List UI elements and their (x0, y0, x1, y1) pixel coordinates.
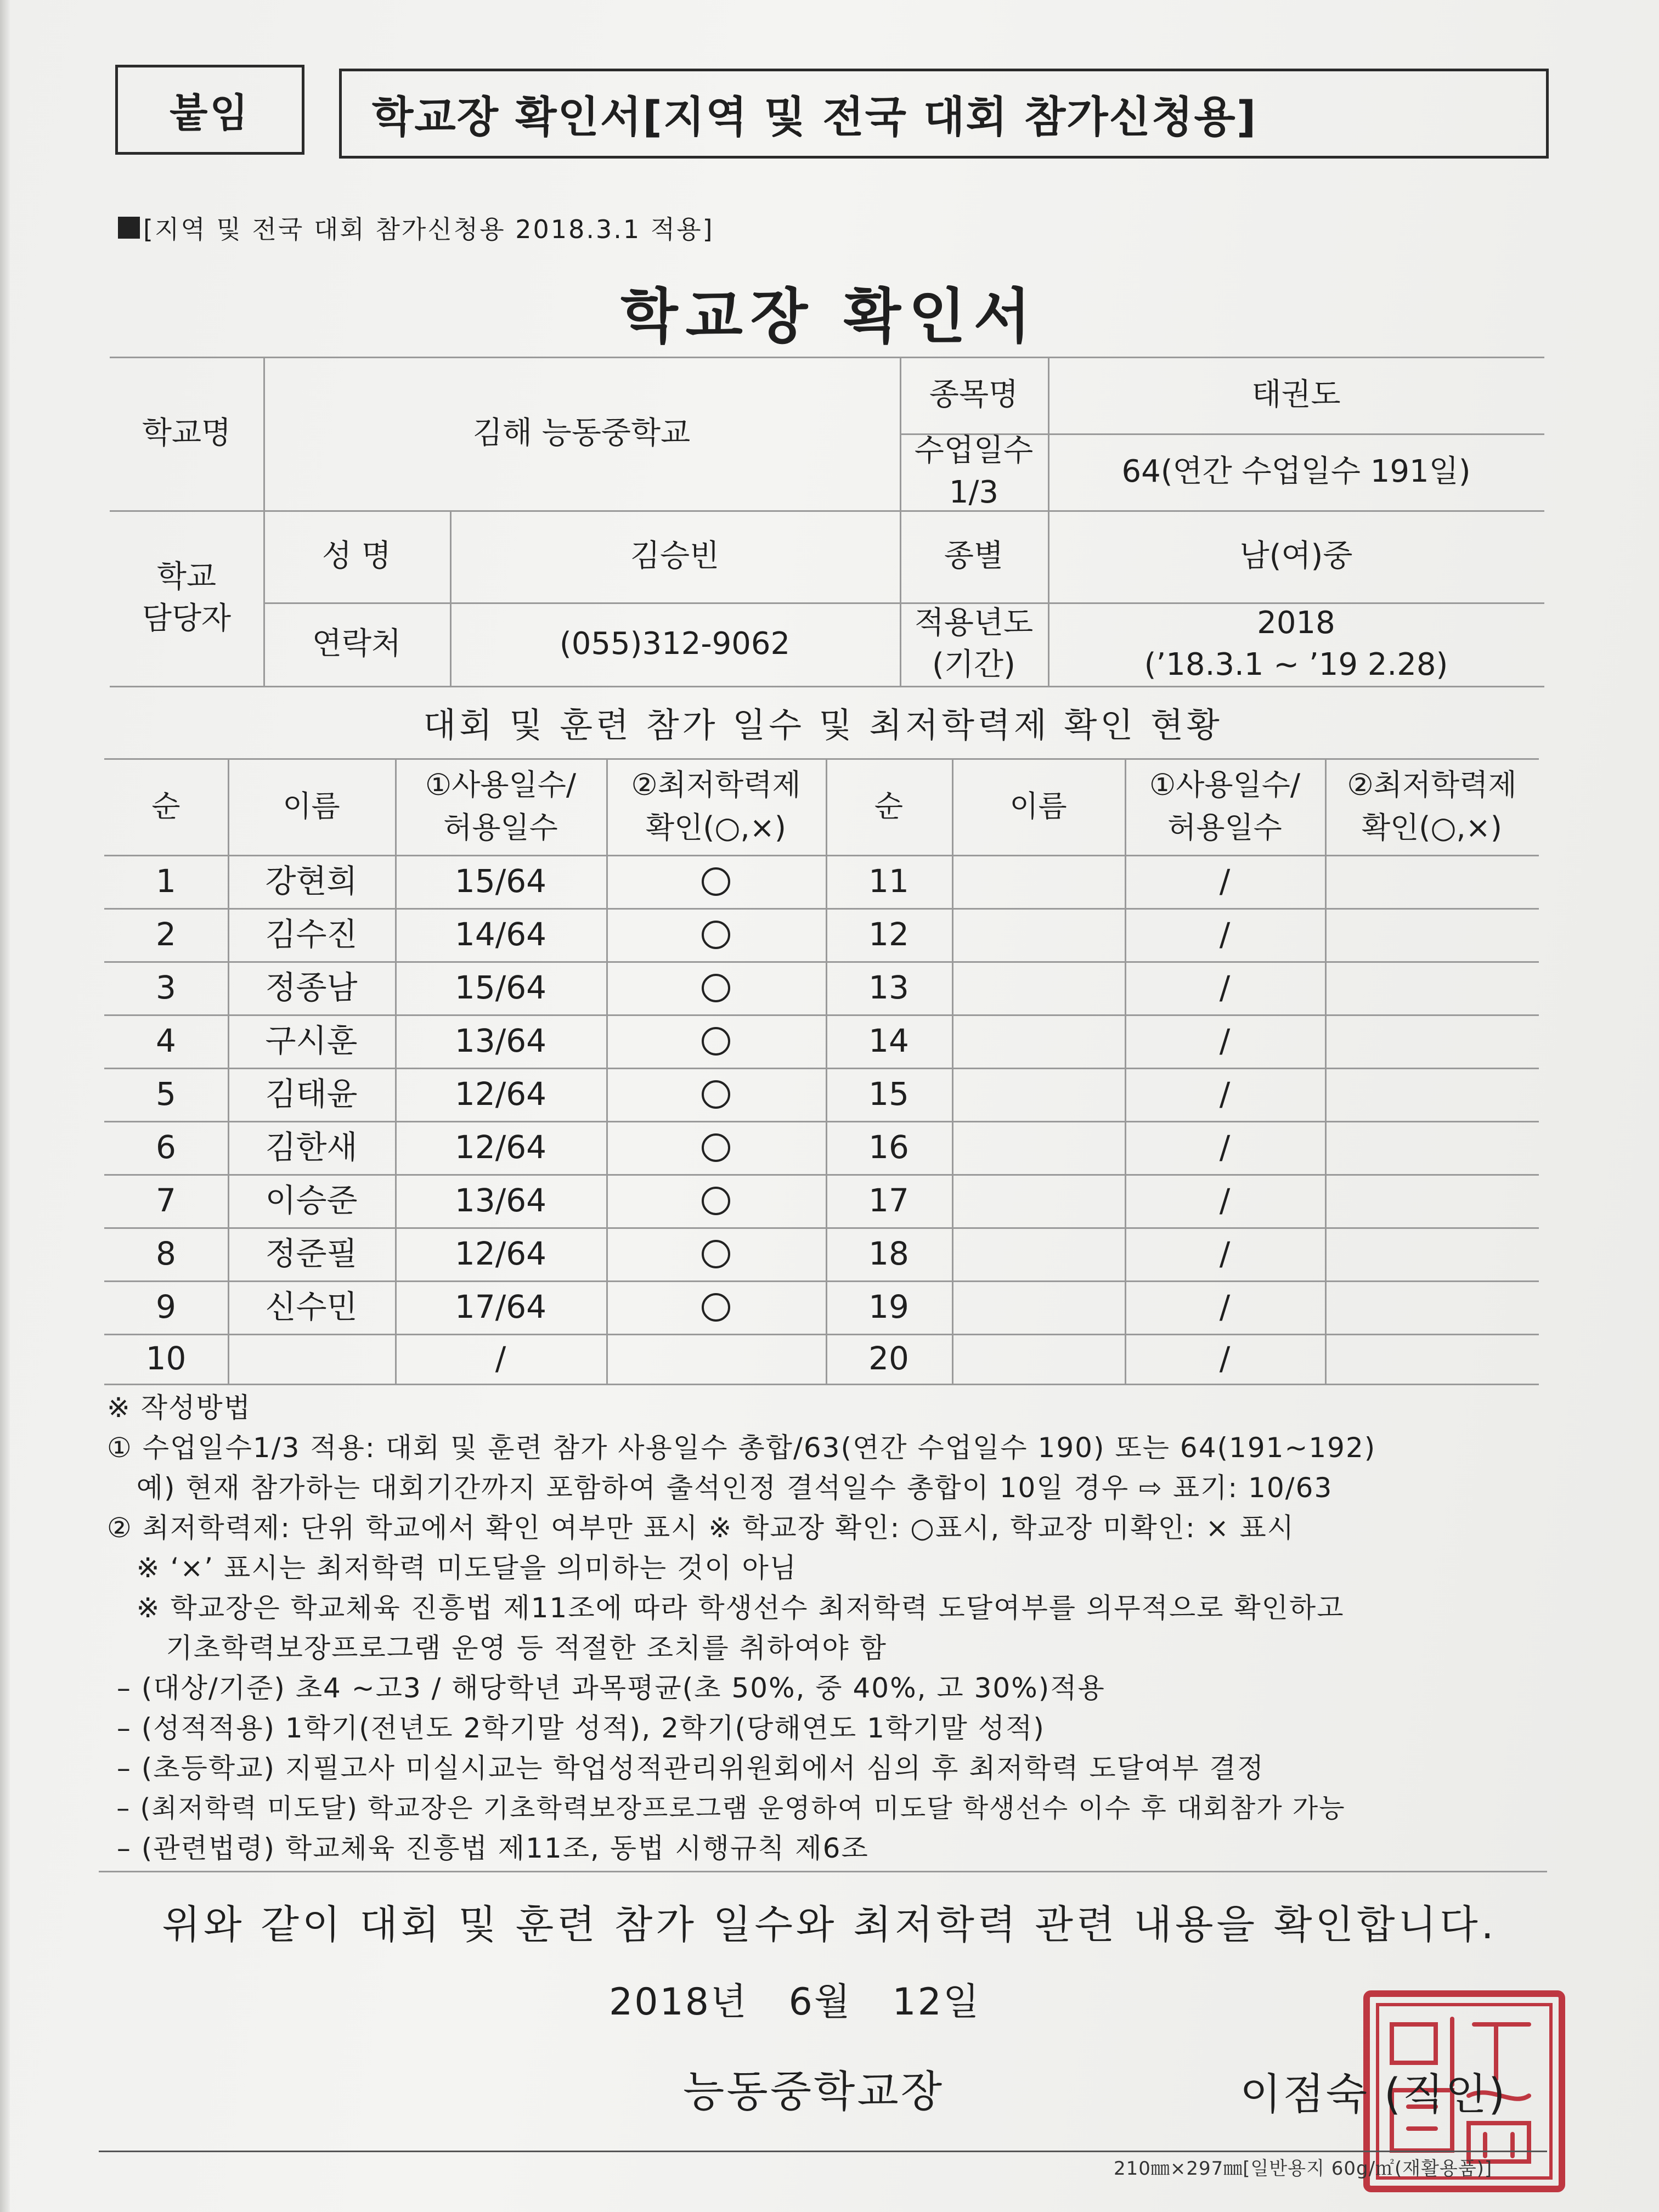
row-days: / (1219, 1340, 1231, 1378)
row-name (228, 1334, 395, 1384)
note-line: – (최저학력 미도달) 학교장은 기초학력보장프로그램 운영하여 미도달 학생선수 이수 후 대회참가 가능 (107, 1793, 1346, 1824)
application-tag (118, 210, 714, 246)
row-check (606, 1014, 826, 1068)
circle-mark-icon (702, 1080, 730, 1109)
row-check (1325, 908, 1539, 961)
days-label: 수업일수 1/3 (914, 433, 1034, 510)
name-label: 성 명 (322, 538, 391, 574)
application-tag-text: [지역 및 전국 대회 참가신청용 2018.3.1 적용] (143, 215, 714, 244)
row-no: 1 (156, 862, 176, 900)
row-name: 김수진 (265, 916, 358, 953)
col-header-name: 이름 (283, 788, 340, 823)
row-no: 9 (156, 1288, 176, 1326)
event-value: 태권도 (1251, 377, 1341, 413)
row-check (1325, 1280, 1539, 1334)
staff-label: 학교 담당자 (142, 559, 232, 636)
circle-mark-icon (702, 1133, 730, 1162)
note-line: ※ 학교장은 학교체육 진흥법 제11조에 따라 학생선수 최저학력 도달여부를 의무적으로 확인하고 (107, 1592, 1345, 1624)
row-no: 17 (868, 1182, 909, 1220)
row-name: 정종남 (265, 969, 358, 1007)
row-no: 10 (145, 1340, 187, 1378)
row-no: 11 (868, 862, 909, 900)
row-name: 구시훈 (265, 1022, 358, 1060)
row-no: 4 (156, 1022, 176, 1060)
contact-value: (055)312-9062 (559, 626, 791, 662)
row-days: / (1219, 916, 1231, 953)
row-no: 2 (156, 916, 176, 953)
row-days: 14/64 (454, 916, 547, 953)
type-label: 종별 (944, 538, 1004, 574)
row-check (606, 1068, 826, 1121)
col-header-check: ②최저학력제 확인(○,×) (1347, 767, 1517, 845)
row-days: / (1219, 1128, 1231, 1166)
row-name (952, 1227, 1125, 1280)
row-no: 19 (868, 1288, 909, 1326)
row-name (952, 855, 1125, 908)
row-name (952, 1014, 1125, 1068)
note-line: ※ ‘×’ 표시는 최저학력 미도달을 의미하는 것이 아님 (107, 1552, 798, 1584)
circle-mark-icon (702, 1240, 730, 1268)
row-name (952, 1068, 1125, 1121)
row-days: / (1219, 1288, 1231, 1326)
writing-instructions (107, 1388, 1561, 1869)
note-line: ① 수업일수1/3 적용: 대회 및 훈련 참가 사용일수 총합/63(연간 수업일수 190) 또는 64(191~192) (107, 1432, 1376, 1464)
col-header-check: ②최저학력제 확인(○,×) (631, 767, 801, 845)
school-principal-title: 능동중학교장 (683, 2067, 945, 2117)
row-name: 강현희 (265, 862, 358, 900)
school-value: 김해 능동중학교 (472, 415, 691, 452)
row-check (606, 1174, 826, 1227)
row-days: / (1219, 1235, 1231, 1273)
year-label: 적용년도 (기간) (914, 605, 1034, 682)
row-no: 3 (156, 969, 176, 1007)
row-no: 5 (156, 1075, 176, 1113)
event-label: 종목명 (929, 377, 1019, 413)
note-line: – (성적적용) 1학기(전년도 2학기말 성적), 2학기(당해연도 1학기말 성적) (107, 1712, 1045, 1744)
row-name (952, 1334, 1125, 1384)
row-no: 7 (156, 1182, 176, 1220)
principal-name: 이점숙 (직인) (1240, 2070, 1507, 2119)
table-rule (104, 1384, 1539, 1385)
row-name (952, 1121, 1125, 1174)
days-value: 64(연간 수업일수 191일) (1121, 454, 1471, 490)
circle-mark-icon (702, 867, 730, 896)
row-days: / (1219, 862, 1231, 900)
note-line: – (대상/기준) 초4 ~고3 / 해당학년 과목평균(초 50%, 중 40%, 고 30%)적용 (107, 1672, 1105, 1704)
row-name: 정준필 (265, 1235, 358, 1273)
row-check (606, 1121, 826, 1174)
row-check (606, 1334, 826, 1384)
info-rule-bottom (110, 686, 1544, 687)
row-no: 16 (868, 1128, 909, 1166)
row-check (1325, 855, 1539, 908)
note-line: ② 최저학력제: 단위 학교에서 확인 여부만 표시 ※ 학교장 확인: ○표시, 학교장 미확인: × 표시 (107, 1512, 1295, 1544)
confirmation-statement: 위와 같이 대회 및 훈련 참가 일수와 최저학력 관련 내용을 확인합니다. (162, 1901, 1497, 1948)
note-line: – (관련법령) 학교체육 진흥법 제11조, 동법 시행규칙 제6조 (107, 1832, 869, 1864)
row-name (952, 1174, 1125, 1227)
row-check (606, 855, 826, 908)
note-line: 기초학력보장프로그램 운영 등 적절한 조치를 취하여야 함 (107, 1632, 887, 1664)
contact-label: 연락처 (312, 626, 402, 662)
circle-mark-icon (702, 974, 730, 1002)
row-check (1325, 961, 1539, 1014)
row-days: 13/64 (454, 1182, 547, 1220)
row-no: 18 (868, 1235, 909, 1273)
row-days: 12/64 (454, 1235, 547, 1273)
year-value: 2018 (’18.3.1 ~ ’19 2.28) (1144, 605, 1448, 682)
note-line: ※ 작성방법 (107, 1392, 251, 1424)
circle-mark-icon (702, 1293, 730, 1322)
col-header-days: ①사용일수/ 허용일수 (1149, 767, 1301, 845)
row-days: 12/64 (454, 1128, 547, 1166)
row-days: 13/64 (454, 1022, 547, 1060)
row-days: 17/64 (454, 1288, 547, 1326)
row-check (1325, 1068, 1539, 1121)
document-header-title: 학교장 확인서[지역 및 전국 대회 참가신청용] (339, 69, 1549, 159)
row-check (1325, 1174, 1539, 1227)
black-square-icon (118, 217, 140, 239)
col-header-no: 순 (874, 788, 904, 823)
note-line: 예) 현재 참가하는 대회기간까지 포함하여 출석인정 결석일수 총합이 10일 경우 ⇨ 표기: 10/63 (107, 1472, 1333, 1504)
page-title: 학교장 확인서 (620, 283, 1039, 351)
row-name (952, 908, 1125, 961)
row-name: 김태윤 (265, 1075, 358, 1113)
row-check (1325, 1227, 1539, 1280)
row-name (952, 961, 1125, 1014)
row-days: / (1219, 969, 1231, 1007)
row-no: 12 (868, 916, 909, 953)
circle-mark-icon (702, 921, 730, 949)
row-days: / (1219, 1182, 1231, 1220)
row-check (606, 1280, 826, 1334)
row-no: 6 (156, 1128, 176, 1166)
row-no: 15 (868, 1075, 909, 1113)
circle-mark-icon (702, 1027, 730, 1056)
row-name: 신수민 (265, 1288, 358, 1326)
circle-mark-icon (702, 1187, 730, 1215)
col-header-no: 순 (151, 788, 180, 823)
row-no: 8 (156, 1235, 176, 1273)
paper-spec-footer: 210㎜×297㎜[일반용지 60g/㎡(재활용품)] (1114, 2158, 1493, 2180)
issue-date: 2018년 6월 12일 (609, 1980, 981, 2024)
row-days: / (1219, 1075, 1231, 1113)
row-check (1325, 1014, 1539, 1068)
row-name (952, 1280, 1125, 1334)
notes-divider (99, 1871, 1547, 1872)
row-no: 14 (868, 1022, 909, 1060)
school-label: 학교명 (142, 415, 232, 452)
attach-label: 붙임 (115, 65, 304, 155)
type-value: 남(여)중 (1239, 538, 1353, 574)
name-value: 김승빈 (630, 538, 720, 574)
row-days: 15/64 (454, 862, 547, 900)
footer-rule (99, 2151, 1547, 2152)
col-header-name: 이름 (1009, 788, 1067, 823)
row-check (1325, 1121, 1539, 1174)
col-header-days: ①사용일수/ 허용일수 (425, 767, 577, 845)
row-name: 이승준 (265, 1182, 358, 1220)
note-line: – (초등학교) 지필고사 미실시교는 학업성적관리위원회에서 심의 후 최저학력 도달여부 결정 (107, 1752, 1265, 1784)
row-check (606, 961, 826, 1014)
section-title: 대회 및 훈련 참가 일수 및 최저학력제 확인 현황 (423, 705, 1223, 745)
row-check (1325, 1334, 1539, 1384)
row-days: / (1219, 1022, 1231, 1060)
row-check (606, 908, 826, 961)
row-check (606, 1227, 826, 1280)
row-days: 12/64 (454, 1075, 547, 1113)
row-days: 15/64 (454, 969, 547, 1007)
row-days: / (495, 1340, 506, 1378)
row-name: 김한새 (265, 1128, 358, 1166)
row-no: 13 (868, 969, 909, 1007)
row-no: 20 (868, 1340, 909, 1378)
